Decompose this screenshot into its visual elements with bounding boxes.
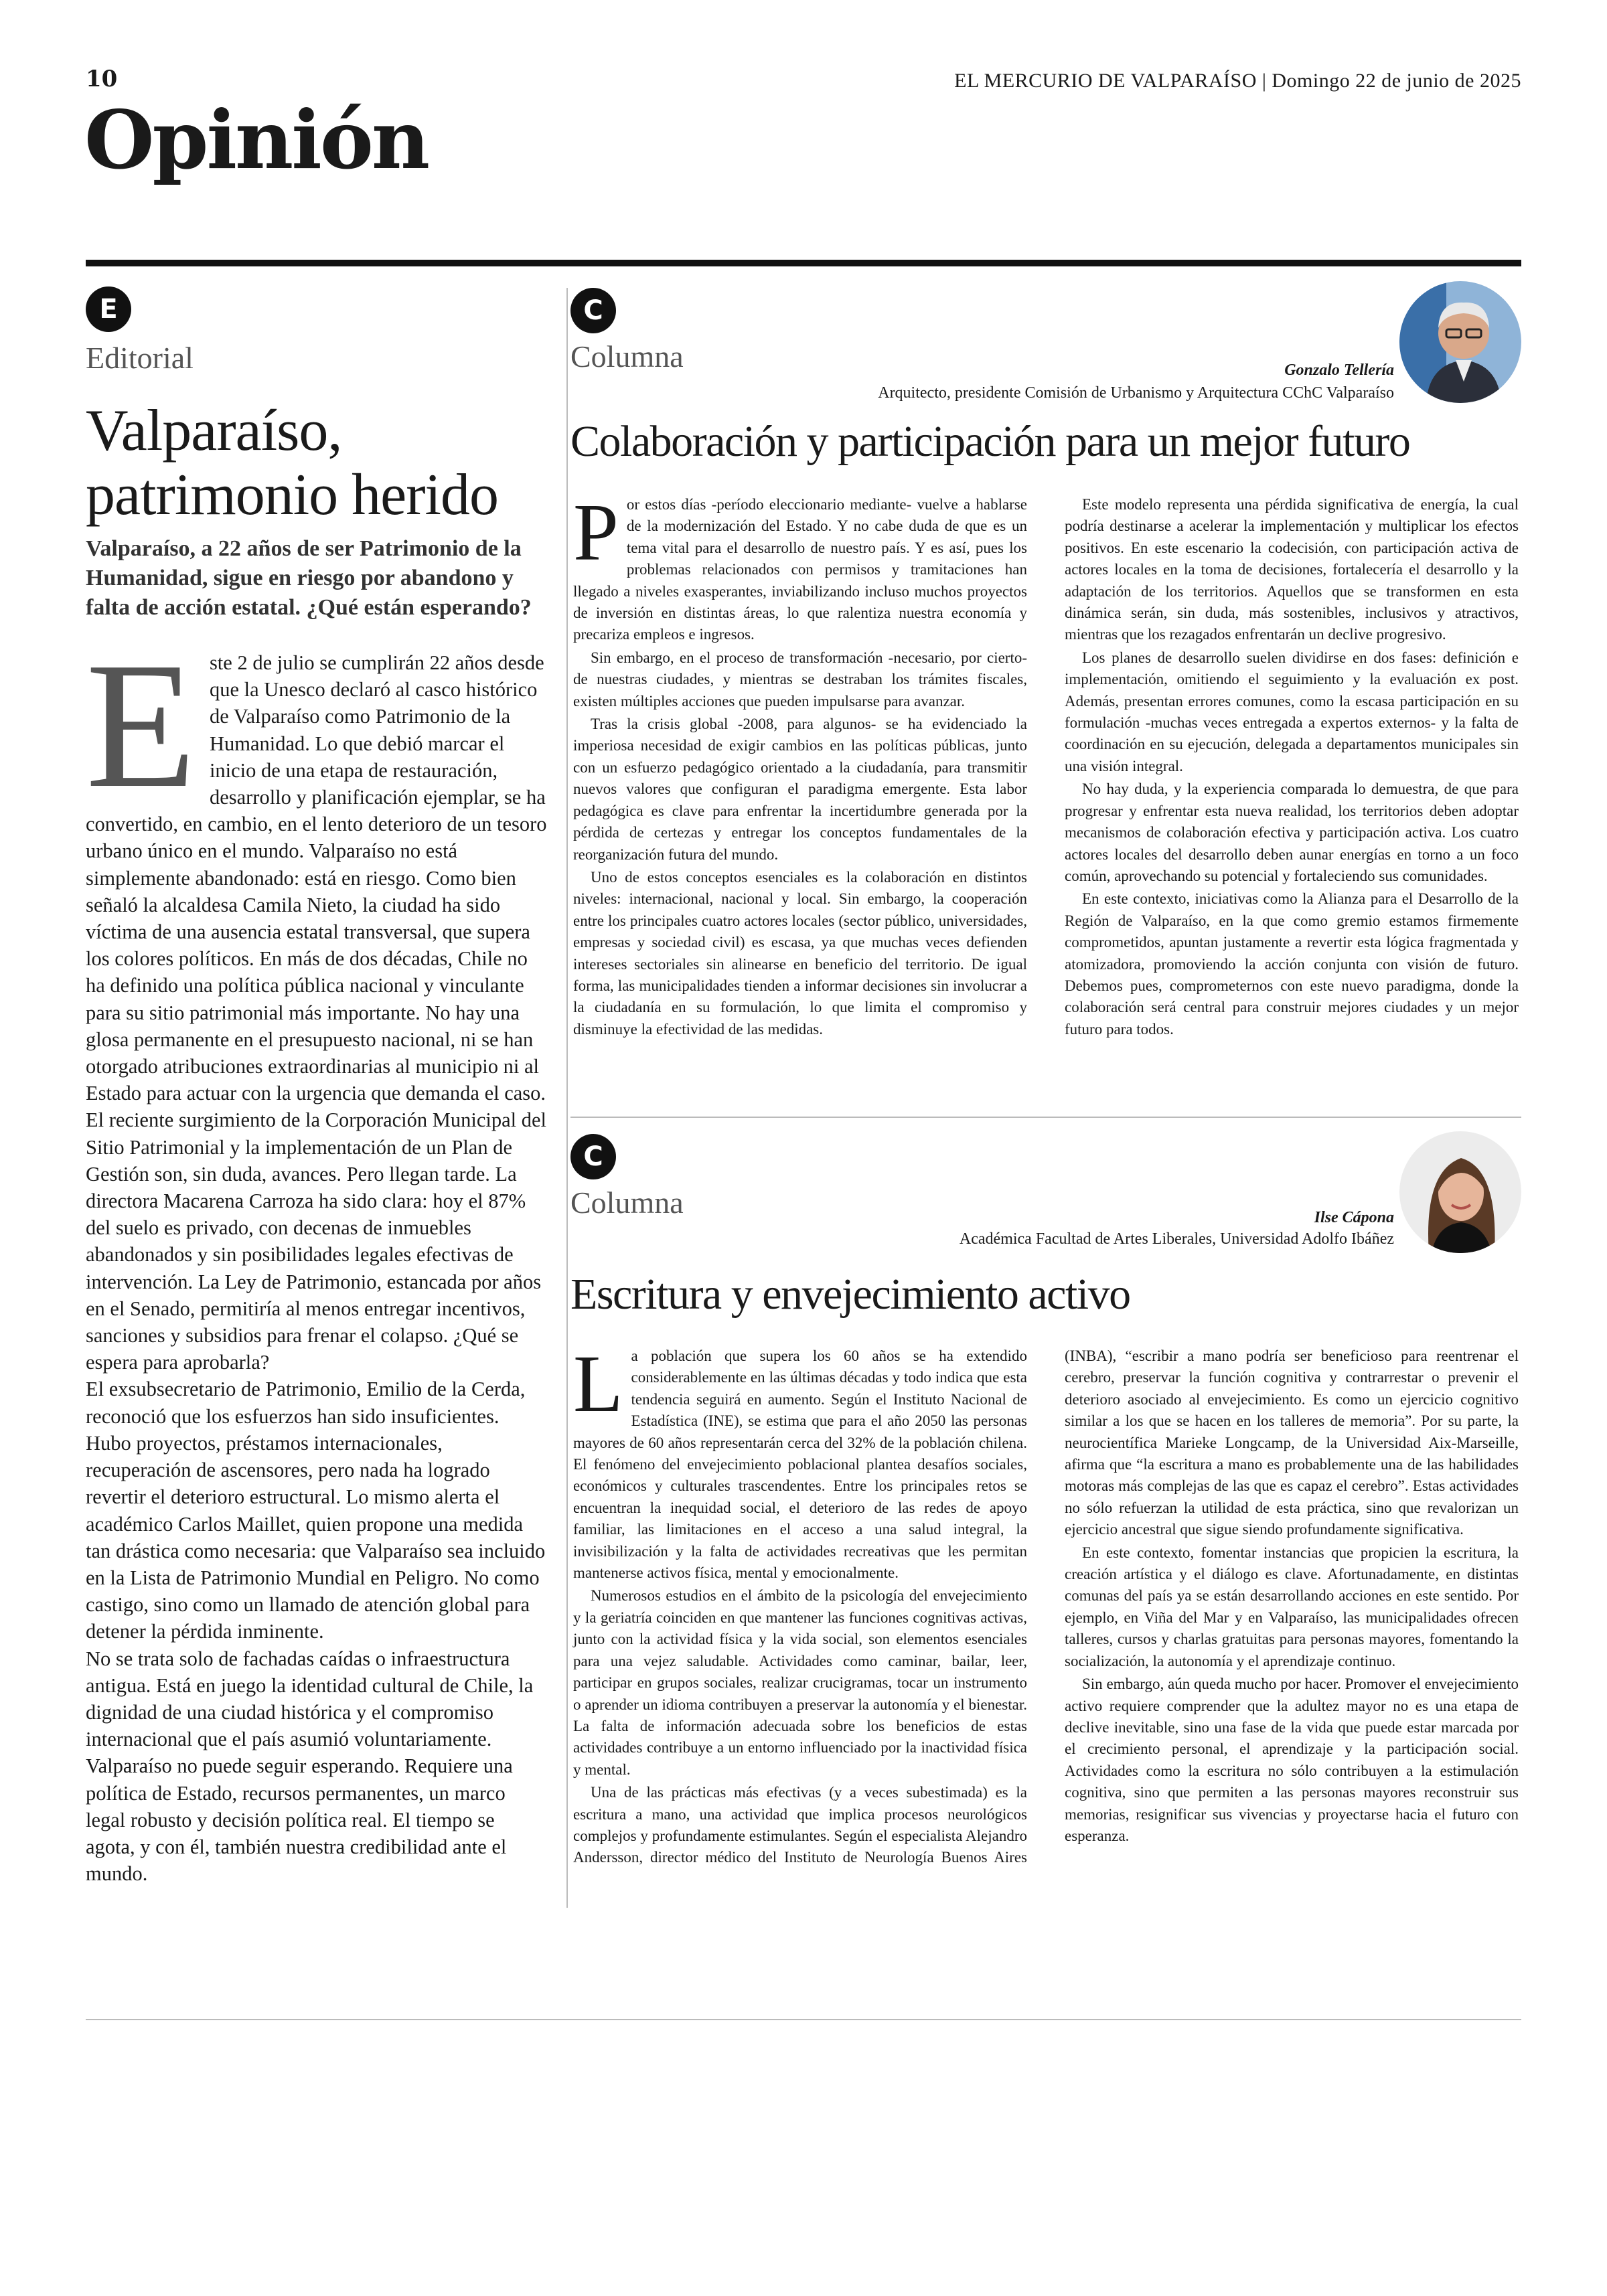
column1-author: Gonzalo Tellería [1284, 361, 1394, 379]
editorial-kicker: Editorial [86, 341, 194, 375]
masthead: EL MERCURIO DE VALPARAÍSO | Domingo 22 de junio de 2025 [954, 70, 1521, 92]
editorial-paragraph: No se trata solo de fachadas caídas o infraestructura antigua. Está en juego la identidad cultural de Chile, la dignidad de una ciudad histórica y el compromiso internacional que el país asumió voluntariamente. Valparaíso no puede seguir esperando. Requiere una política de Estado, recursos permanentes, un marco legal robusto y decisión política real. El tiempo se agota, y con él, también nuestra credibilidad ante el mundo. [86, 1647, 534, 1886]
section-title: Opinión [84, 93, 429, 187]
column1-paragraph: Este modelo representa una pérdida significativa de energía, la cual podría destinarse a acelerar la implementación y multiplicar los efectos positivos. En este escenario la codecisión, con participación activa de actores locales en la toma de decisiones, fortalecería el desarrollo y la adaptación de los territorios. Aquellos que se transformen en esta dinámica serán, sin duda, más sostenibles, inclusivos y atractivos, mientras que los rezagados enfrentarán un declive progresivo. [1065, 496, 1519, 643]
column2-paragraph: Sin embargo, aún queda mucho por hacer. Promover el envejecimiento activo requiere comprender que la adultez mayor no es una etapa de declive inevitable, sino una fase de la vida que puede estar marcada por el crecimiento personal, el aprendizaje y la participación social. Actividades como la escritura no sólo contribuyen a la estimulación cognitiva, sino que permiten a las personas mayores reconstruir sus memorias, resignificar sus vivencias y proyectarse hacia el futuro con esperanza. [1065, 1675, 1519, 1844]
column1-paragraph: Sin embargo, en el proceso de transformación -necesario, por cierto- de nuestras ciudades, y mientras se destraban los trámites fiscales, existen múltiples acciones que pueden impulsarse para avanzar. [573, 649, 1027, 710]
editorial-paragraph: El reciente surgimiento de la Corporación Municipal del Sitio Patrimonial y la implementación de un Plan de Gestión son, sin duda, avances. Pero llegan tarde. La directora Macarena Carroza ha sido clara: hoy el 87% del suelo es privado, con decenas de inmuebles abandonados y sin posibilidades legales efectivas de intervención. La Ley de Patrimonio, estancada por años en el Senado, permitiría al menos entregar incentivos, sanciones y subsidios para frenar el colapso. ¿Qué se espera para aprobarla? [86, 1109, 547, 1374]
column2-paragraph: Numerosos estudios en el ámbito de la psicología del envejecimiento y la geriatría coinciden en que mantener las funciones cognitivas activas, junto con la actividad física y la vida social, son elementos esenciales para una vejez saludable. Actividades como caminar, bailar, leer, participar en grupos sociales, realizar crucigramas, tocar un instrumento o aprender un idioma contribuyen a preservar la autonomía y el bienestar. La falta de información adecuada sobre los beneficios de estas actividades contribuye a un entorno influenciado por la inactividad física y mental. [573, 1587, 1027, 1778]
column2-badge: C [570, 1134, 616, 1179]
column1-paragraph: No hay duda, y la experiencia comparada lo demuestra, de que para progresar y enfrentar esta nueva realidad, los territorios deben adoptar mecanismos de colaboración efectiva y participación activa. Los cuatro actores locales del desarrollo deben aunar energías en torno a un foco común, aprovechando su potencial y fortaleciendo sus comunidades. [1065, 781, 1519, 884]
author-photo-gonzalo [1399, 281, 1521, 403]
editorial-title: Valparaíso, patrimonio herido [86, 398, 498, 527]
column1-title: Colaboración y participación para un mejor futuro [570, 417, 1410, 466]
column1-role: Arquitecto, presidente Comisión de Urbanismo y Arquitectura CChC Valparaíso [878, 384, 1394, 402]
editorial-deck: Valparaíso, a 22 años de ser Patrimonio de la Humanidad, sigue en riesgo por abandono y falta de acción estatal. ¿Qué están esperando? [86, 536, 532, 620]
column1-paragraph: Tras la crisis global -2008, para algunos- se ha evidenciado la imperiosa necesidad de exigir cambios en las políticas públicas, junto con un esfuerzo pedagógico orientado a la ciudadanía, para transmitir nuevos valores que configuran el paradigma emergente. Esta labor pedagógica es clave para enfrentar la incertidumbre generada por la pérdida de certezas y entregar los conceptos fundamentales de la reorganización futura del mundo. [573, 716, 1027, 863]
column1-kicker: Columna [570, 339, 684, 374]
top-rule [86, 260, 1521, 266]
column1-badge: C [570, 288, 616, 333]
section-divider [570, 1117, 1521, 1118]
editorial-paragraph: El exsubsecretario de Patrimonio, Emilio de la Cerda, reconoció que los esfuerzos han sido insuficientes. Hubo proyectos, préstamos internacionales, recuperación de ascensores, pero nada ha logrado revertir el deterioro estructural. Lo mismo alerta el académico Carlos Maillet, quien propone una medida tan drástica como necesaria: que Valparaíso sea incluido en la Lista de Patrimonio Mundial en Peligro. No como castigo, sino como un llamado de atención global para detener la pérdida inminente. [86, 1378, 546, 1643]
column1-dropcap: P [573, 487, 619, 578]
column2-title: Escritura y envejecimiento activo [570, 1270, 1130, 1319]
column-divider [566, 288, 568, 1908]
author-photo-ilse [1399, 1131, 1521, 1253]
column2-kicker: Columna [570, 1185, 684, 1220]
column2-body [573, 1339, 1519, 1908]
page-number: 10 [86, 66, 118, 92]
bottom-rule [86, 2019, 1521, 2020]
column1-paragraph: Uno de estos conceptos esenciales es la colaboración en distintos niveles: internacional, nacional y local. Sin embargo, la cooperación entre los principales cuatro actores locales (sector público, universidades, empresas y sociedad civil) es escasa, ya que muchas veces defienden intereses sectoriales sin alinearse en beneficio del territorio. De igual forma, las municipalidades tienden a informar decisiones sin involucrar a la ciudadanía en su formulación, lo que limita el compromiso y disminuye la efectividad de las medidas. [573, 868, 1027, 1038]
editorial-badge: E [86, 286, 131, 332]
column2-paragraph: La población que supera los 60 años se ha extendido considerablemente en las últimas décadas y todo indica que esta tendencia seguirá en aumento. Según el Instituto Nacional de Estadística (INE), se estima que para el año 2050 las personas mayores de 60 años representarán cerca del 32% de la población chilena. El fenómeno del envejecimiento poblacional plantea desafíos sociales, económicos y culturales trascendentes. Entre los principales retos se encuentran la inequidad social, el deterioro de las redes de apoyo familiar, las limitaciones en el acceso a una salud integral, la invisibilización y la falta de actividades recreativas que les permitan mantenerse activos física, mental y emocionalmente. [573, 1339, 1027, 1582]
editorial-body [86, 625, 548, 1908]
column1-paragraph: Los planes de desarrollo suelen dividirse en dos fases: definición e implementación, omitiendo el seguimiento y la evaluación ex post. Además, presentan errores comunes, como la escasa participación en su formulación -muchas veces entregada a expertos externos- y la falta de coordinación en su ejecución, delegada a departamentos municipales sin una visión integral. [1065, 649, 1519, 774]
column2-author: Ilse Cápona [1314, 1209, 1394, 1226]
editorial-paragraph: Este 2 de julio se cumplirán 22 años desde que la Unesco declaró al casco histórico de Valparaíso como Patrimonio de la Humanidad. Lo que debió marcar el inicio de una etapa de restauración, desarrollo y planificación ejemplar, se ha convertido, en cambio, en el lento deterioro de un tesoro urbano único en el mundo. Valparaíso no está simplemente abandonado: está en riesgo. Como bien señaló la alcaldesa Camila Nieto, la ciudad ha sido víctima de una ausencia estatal transversal, que supera los colores políticos. En más de dos décadas, Chile no ha definido una política pública nacional y vinculante para su sitio patrimonial más importante. No hay una glosa permanente en el presupuesto nacional, ni se han otorgado atribuciones extraordinarias al municipio ni al Estado para actuar con la urgencia que demanda el caso. [86, 625, 547, 1105]
column1-paragraph: Por estos días -período eleccionario mediante- vuelve a hablarse de la modernización del Estado. Y no cabe duda de que es un tema vital para el desarrollo de nuestro país. Y es así, pues los problemas relacionados con permisos y tramitaciones han llegado a niveles exasperantes, inviabilizando incluso muchos proyectos de inversión en distintas áreas, lo que ralentiza nuestra economía y precariza empleos e ingresos. [573, 487, 1027, 643]
column2-role: Académica Facultad de Artes Liberales, Universidad Adolfo Ibáñez [959, 1230, 1394, 1248]
column2-dropcap: L [573, 1339, 623, 1429]
column2-paragraph: En este contexto, fomentar instancias que propicien la escritura, la creación artística y el diálogo es clave. Afortunadamente, en distintas comunas del país ya se están desarrollando acciones en este sentido. Por ejemplo, en Viña del Mar y en Valparaíso, las municipalidades ofrecen talleres, cursos y charlas gratuitas para personas mayores, fomentando la socialización, la autonomía y el aprendizaje continuo. [1065, 1544, 1519, 1669]
column2-paragraph: Una de las prácticas más efectivas (y a veces subestimada) es la escritura a mano, una actividad que implica procesos neurológicos complejos y profundamente estimulantes. Según el especialista Alejandro Andersson, director médico del Instituto de Neurología Buenos Aires (INBA), “escribir a mano podría ser beneficioso para reentrenar el cerebro, preservar la función cognitiva y contrarrestar o prevenir el deterioro asociado al envejecimiento. Es como un ejercicio cognitivo similar a los que se hacen en los talleres de memoria”. Por su parte, la neurocientífica Marieke Longcamp, de la Universidad Aix-Marseille, afirma que “la escritura a mano es probablemente una de las habilidades motoras más complejas de las que es capaz el cerebro”. Estas actividades no sólo refuerzan la utilidad de esta práctica, sino que revalorizan un ejercicio ancestral que sigue siendo profundamente significativa. [573, 1347, 1519, 1866]
column1-paragraph: En este contexto, iniciativas como la Alianza para el Desarrollo de la Región de Valparaíso, en la que como gremio estamos firmemente comprometidos, apuntan justamente a revertir esta lógica fragmentada y atomizadora, promoviendo la acción conjunta con visión de futuro. Debemos pues, comprometernos con este nuevo paradigma, donde la colaboración será central para construir mejores ciudades y un mejor futuro para todos. [1065, 890, 1519, 1038]
editorial-dropcap: E [86, 625, 196, 825]
column1-body [573, 487, 1519, 1103]
